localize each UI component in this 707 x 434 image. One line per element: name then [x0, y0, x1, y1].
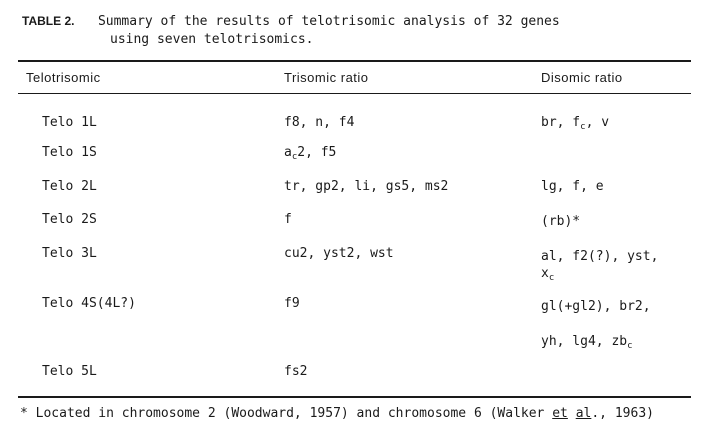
trisomic-text: a: [284, 145, 292, 160]
header-rule: [18, 93, 691, 94]
table-label: TABLE 2.: [22, 14, 75, 28]
footnote-text-end: ., 1963): [591, 406, 654, 421]
disomic-cell: (rb)*: [541, 214, 581, 229]
telo-cell: Telo 3L: [42, 246, 97, 261]
trisomic-cell: tr, gp2, li, gs5, ms2: [284, 179, 449, 194]
trisomic-cell: fs2: [284, 364, 308, 379]
telo-cell: Telo 5L: [42, 364, 97, 379]
disomic-cell-continued: [541, 264, 554, 284]
subscript: c: [548, 273, 555, 283]
bottom-rule: [18, 396, 691, 398]
disomic-cell: lg, f, e: [541, 179, 604, 194]
trisomic-cell: [284, 143, 336, 163]
table-caption: [22, 12, 560, 49]
disomic-text: , v: [585, 115, 610, 130]
header-disomic-ratio: Disomic ratio: [541, 70, 623, 85]
disomic-cell-continued: [541, 332, 633, 352]
disomic-text: br, f: [541, 115, 581, 130]
footnote: [20, 406, 654, 421]
header-telotrisomic: Telotrisomic: [26, 70, 101, 85]
subscript: c: [627, 341, 633, 351]
disomic-text: yh, lg4, zb: [541, 334, 628, 349]
footnote-text: * Located in chromosome 2 (Woodward, 1957) and chromosome 6 (Walker: [20, 406, 553, 421]
disomic-cell: [541, 113, 609, 133]
telo-cell: Telo 2L: [42, 179, 97, 194]
disomic-cell: al, f2(?), yst,: [541, 249, 659, 264]
disomic-cell: gl(+gl2), br2,: [541, 299, 651, 314]
footnote-et: et: [552, 406, 568, 421]
footnote-al: al: [575, 406, 592, 421]
subscript: c: [291, 152, 298, 162]
top-rule: [18, 60, 691, 62]
telo-cell: Telo 2S: [42, 212, 97, 227]
telo-cell: Telo 4S(4L?): [42, 296, 136, 311]
trisomic-text: 2, f5: [297, 145, 337, 160]
caption-line1: Summary of the results of telotrisomic analysis of 32 genes: [97, 14, 560, 29]
disomic-text: x: [541, 266, 549, 281]
trisomic-cell: f9: [284, 296, 300, 311]
trisomic-cell: f8, n, f4: [284, 115, 355, 130]
telo-cell: Telo 1L: [42, 115, 97, 130]
subscript: c: [580, 122, 586, 132]
header-trisomic-ratio: Trisomic ratio: [284, 70, 369, 85]
telo-cell: Telo 1S: [42, 145, 97, 160]
trisomic-cell: cu2, yst2, wst: [284, 246, 394, 261]
caption-line2: using seven telotrisomics.: [110, 32, 314, 47]
trisomic-cell: f: [284, 212, 292, 227]
